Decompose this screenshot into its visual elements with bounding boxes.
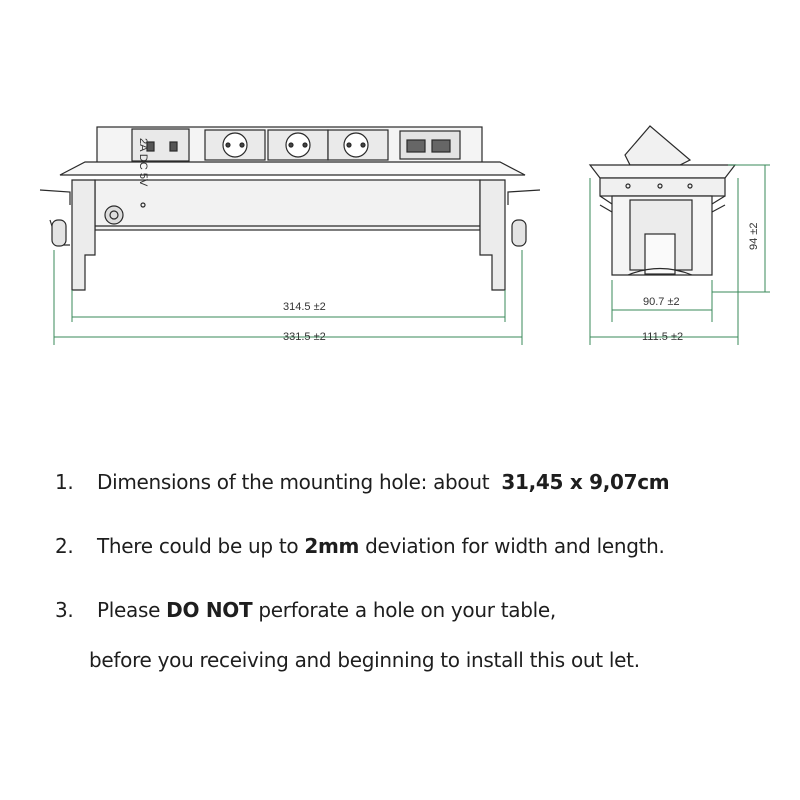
usb-port-icon	[170, 142, 177, 151]
technical-drawing	[0, 0, 800, 360]
note-text: There could be up to	[97, 534, 299, 558]
note-text: Dimensions of the mounting hole: about	[97, 470, 490, 494]
power-socket-icon	[328, 130, 388, 160]
side-dim-height: 94 ±2	[748, 222, 760, 250]
side-rim	[590, 165, 735, 178]
housing	[95, 180, 480, 230]
side-dim-outer: 111.5 ±2	[642, 331, 684, 343]
knob-icon	[105, 206, 123, 224]
side-dim-inner: 90.7 ±2	[643, 296, 680, 308]
left-bracket	[72, 180, 95, 290]
note-text: perforate a hole on your table,	[258, 598, 556, 622]
note-3-continuation: before you receiving and beginning to install this out let.	[89, 648, 640, 672]
note-text: Please	[97, 598, 161, 622]
side-left-clamp	[600, 196, 612, 212]
network-port-icon	[400, 131, 460, 159]
side-housing	[600, 178, 725, 196]
side-right-clamp	[712, 196, 725, 212]
front-dim-inner: 314.5 ±2	[283, 301, 326, 313]
note-1	[55, 470, 669, 494]
rim	[60, 162, 525, 175]
power-socket-icon	[205, 130, 265, 160]
side-view	[590, 126, 735, 275]
front-dim-outer: 331.5 ±2	[283, 331, 326, 343]
note-number: 3.	[55, 598, 74, 622]
right-bracket	[480, 180, 505, 290]
note-bold: 31,45 x 9,07cm	[501, 470, 670, 494]
note-number: 1.	[55, 470, 74, 494]
front-view	[40, 127, 540, 290]
note-3	[55, 598, 556, 622]
note-2	[55, 534, 665, 558]
right-clamp	[508, 190, 540, 205]
note-text: deviation for width and length.	[365, 534, 665, 558]
power-socket-icon	[268, 130, 328, 160]
note-number: 2.	[55, 534, 74, 558]
usb-rating-label: 2A DC 5V	[137, 138, 149, 187]
note-bold: 2mm	[304, 534, 360, 558]
note-bold: DO NOT	[166, 598, 253, 622]
side-socket-top	[625, 126, 690, 165]
